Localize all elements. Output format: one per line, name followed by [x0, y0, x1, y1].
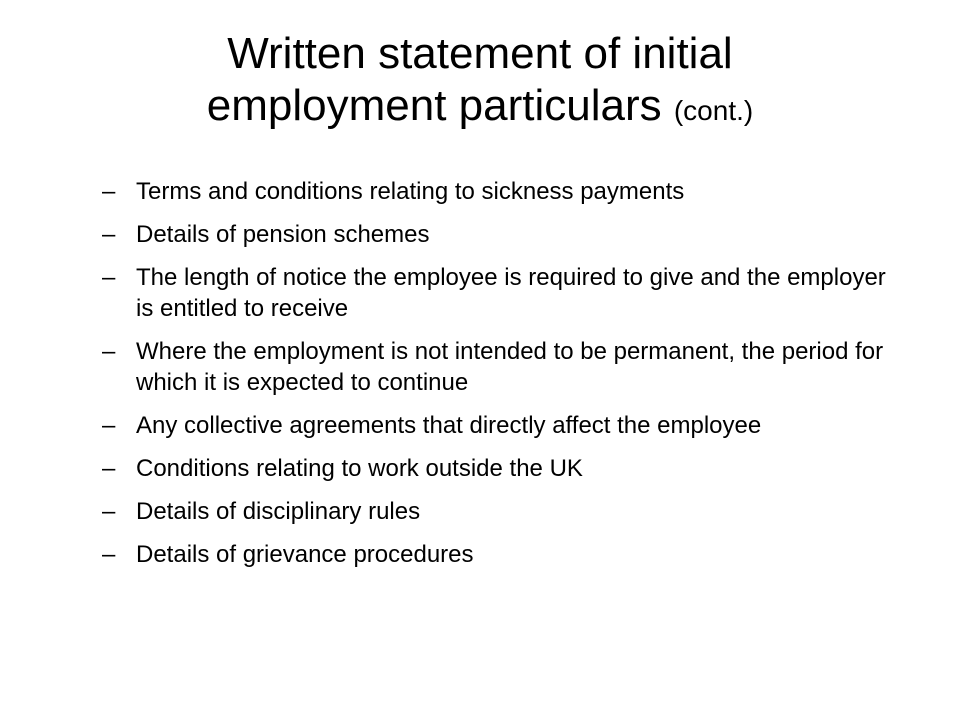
bullet-dash: –: [102, 221, 116, 248]
bullet-item: [102, 219, 902, 250]
bullet-text: Details of pension schemes: [136, 221, 430, 248]
bullet-text: Where the employment is not intended to be permanent, the period for which it is expected to continue: [136, 338, 884, 396]
bullet-text: Conditions relating to work outside the UK: [136, 455, 583, 482]
bullet-text: Any collective agreements that directly affect the employee: [136, 412, 762, 439]
bullet-text: Details of grievance procedures: [136, 541, 474, 568]
title-line-2: employment particulars: [206, 81, 662, 130]
bullet-item: [102, 539, 902, 570]
bullet-text: The length of notice the employee is required to give and the employer is entitled to receive: [136, 264, 886, 322]
bullet-list: [102, 176, 902, 582]
title-line-1: Written statement of initial: [227, 29, 733, 78]
bullet-dash: –: [102, 338, 116, 365]
bullet-text: Terms and conditions relating to sickness payments: [136, 178, 685, 205]
bullet-dash: –: [102, 541, 116, 568]
title-suffix: (cont.): [673, 95, 754, 126]
slide-title: [60, 28, 900, 137]
bullet-dash: –: [102, 178, 116, 205]
bullet-text: Details of disciplinary rules: [136, 498, 421, 525]
bullet-item: [102, 336, 902, 398]
bullet-item: [102, 496, 902, 527]
bullet-dash: –: [102, 455, 116, 482]
bullet-dash: –: [102, 412, 116, 439]
bullet-dash: –: [102, 498, 116, 525]
bullet-dash: –: [102, 264, 116, 291]
bullet-item: [102, 453, 902, 484]
bullet-item: [102, 410, 902, 441]
bullet-item: [102, 262, 902, 324]
bullet-item: [102, 176, 902, 207]
